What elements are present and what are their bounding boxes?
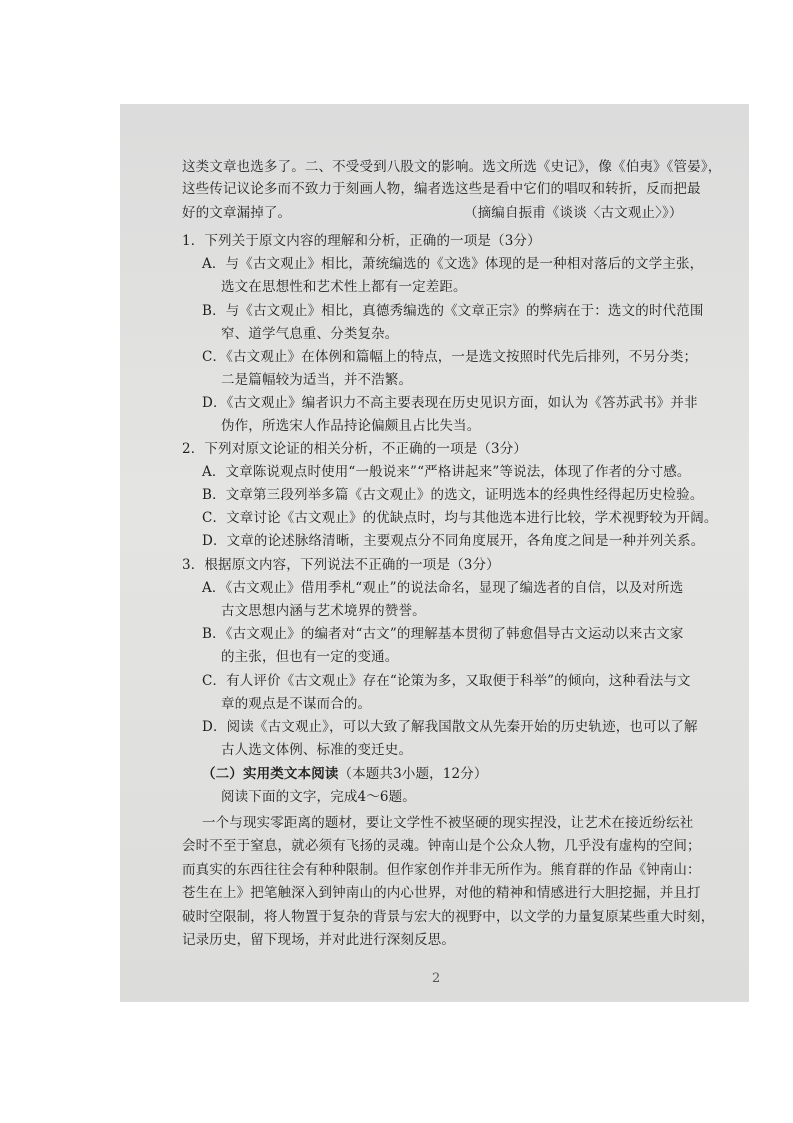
section-note: （本题共3小题，12分） (338, 766, 488, 782)
q1-option-c-line1: C．《古文观止》在体例和篇幅上的特点，一是选文按照时代先后排列，不另分类； (202, 349, 698, 365)
q3-option-a-line1: A．《古文观止》借用季札“观止”的说法命名，显现了编选者的自信，以及对所选 (202, 580, 684, 596)
section-title: （二）实用类文本阅读 (202, 766, 339, 782)
q1-option-d-line2: 伪作，所选宋人作品持论偏颇且占比失当。 (221, 418, 481, 434)
passage-line-4: 苍生在上》把笔触深入到钟南山的内心世界，对他的精神和情感进行大胆挖掘，并且打 (182, 885, 701, 901)
q1-option-a-line1: A．与《古文观止》相比，萧统编选的《文选》体现的是一种相对落后的文学主张， (202, 256, 704, 272)
q1-stem: 1．下列关于原文内容的理解和分析，正确的一项是（3分） (182, 233, 541, 249)
passage-line-6: 记录历史，留下现场，并对此进行深刻反思。 (182, 932, 455, 948)
q1-option-b-line1: B．与《古文观止》相比，真德秀编选的《文章正宗》的弊病在于：选文的时代范围 (202, 303, 704, 319)
intro-line-3: 好的文章漏掉了。 (182, 205, 292, 221)
q2-option-d: D．文章的论述脉络清晰，主要观点分不同角度展开，各角度之间是一种并列关系。 (202, 533, 705, 549)
q3-option-b-line1: B．《古文观止》的编者对“古文”的理解基本贯彻了韩愈倡导古文运动以来古文家 (202, 626, 684, 642)
q3-option-d-line2: 古人选文体例、标准的变迁史。 (221, 742, 413, 758)
passage-line-1: 一个与现实零距离的题材，要让文学性不被坚硬的现实捏没，让艺术在接近纷纭社 (202, 815, 694, 831)
passage-line-2: 会时不至于窒息，就必须有飞扬的灵魂。钟南山是个公众人物，几乎没有虚构的空间； (182, 838, 701, 854)
q3-stem: 3．根据原文内容，下列说法不正确的一项是（3分） (182, 557, 500, 573)
q2-option-c: C．文章讨论《古文观止》的优缺点时，均与其他选本进行比较，学术视野较为开阔。 (202, 510, 718, 526)
section-instruction: 阅读下面的文字，完成4～6题。 (221, 789, 416, 805)
q2-option-a: A．文章陈说观点时使用“一般说来”“严格讲起来”等说法，体现了作者的分寸感。 (202, 464, 691, 480)
intro-line-2: 这些传记议论多而不致力于刻画人物，编者选这些是看中它们的唱叹和转折，反而把最 (182, 181, 701, 197)
passage-line-3: 而真实的东西往往会有种种限制。但作家创作并非无所作为。熊育群的作品《钟南山： (182, 862, 701, 878)
q3-option-a-line2: 古文思想内涵与艺术境界的赞誉。 (221, 603, 426, 619)
q1-option-b-line2: 窄、道学气息重、分类复杂。 (221, 326, 399, 342)
intro-line-1: 这类文章也选多了。二、不受受到八股文的影响。选文所选《史记》，像《伯夷》《管晏》， (182, 159, 722, 175)
q3-option-d-line1: D．阅读《古文观止》，可以大致了解我国散文从先秦开始的历史轨迹，也可以了解 (202, 719, 698, 735)
q2-stem: 2．下列对原文论证的相关分析，不正确的一项是（3分） (182, 441, 528, 457)
q3-option-b-line2: 的主张，但也有一定的变通。 (221, 649, 399, 665)
page-number: 2 (432, 971, 441, 986)
passage-line-5: 破时空限制，将人物置于复杂的背景与宏大的视野中，以文学的力量复原某些重大时刻， (182, 909, 715, 925)
q3-option-c-line2: 章的观点是不谋而合的。 (221, 696, 372, 712)
scanned-exam-page (120, 104, 749, 1002)
q1-option-a-line2: 选文在思想性和艺术性上都有一定差距。 (221, 279, 467, 295)
q1-option-c-line2: 二是篇幅较为适当，并不浩繁。 (221, 372, 413, 388)
citation: （摘编自振甫《谈谈〈古文观止〉》） (464, 205, 683, 221)
q1-option-d-line1: D．《古文观止》编者识力不高主要表现在历史见识方面，如认为《答苏武书》并非 (202, 395, 698, 411)
section-heading (202, 765, 488, 783)
q2-option-b: B．文章第三段列举多篇《古文观止》的选文，证明选本的经典性经得起历史检验。 (202, 487, 704, 503)
q3-option-c-line1: C．有人评价《古文观止》存在“论策为多，又取便于科举”的倾向，这种看法与文 (202, 673, 691, 689)
